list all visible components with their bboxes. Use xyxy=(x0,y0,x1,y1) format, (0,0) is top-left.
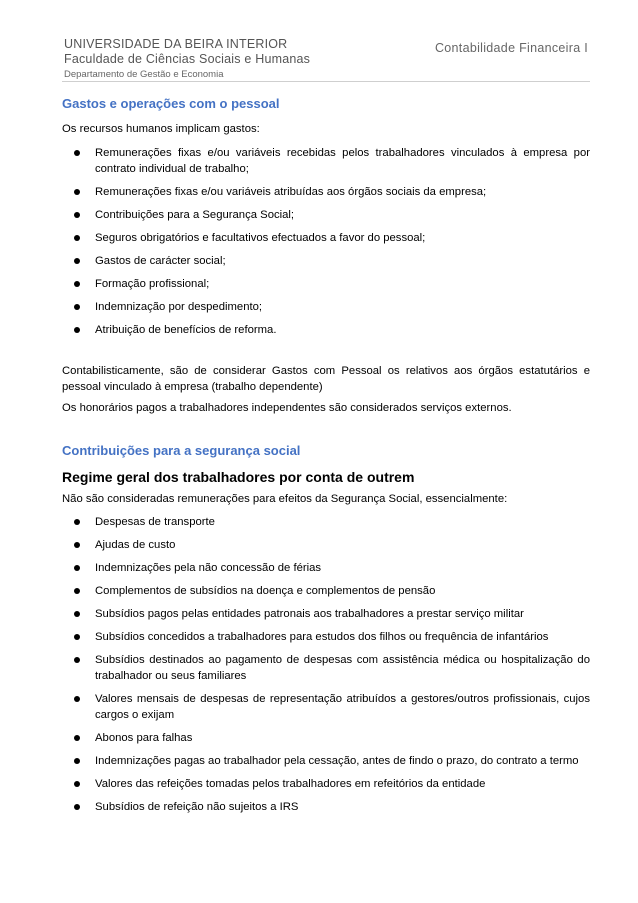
faculty-name: Faculdade de Ciências Sociais e Humanas xyxy=(64,52,311,66)
section-title-seguranca-social: Contribuições para a segurança social xyxy=(62,443,301,458)
bullet-icon xyxy=(74,735,80,741)
section1-paragraph-contabilistico: Contabilisticamente, são de considerar Gastos com Pessoal os relativos aos órgãos estatutários e pessoal vinculado à empresa (trabalho dependente) xyxy=(62,365,590,393)
list-item xyxy=(62,753,590,769)
list-item-text: Subsídios de refeição não sujeitos a IRS xyxy=(95,801,299,813)
list-item xyxy=(62,207,590,223)
list-item xyxy=(62,299,590,315)
list-item xyxy=(62,253,590,269)
list-item-text: Indemnizações pagas ao trabalhador pela cessação, antes de findo o prazo, do contrato a termo xyxy=(95,755,579,767)
list-item-text: Indemnização por despedimento; xyxy=(95,301,263,313)
department-name: Departamento de Gestão e Economia xyxy=(64,69,224,80)
list-item xyxy=(62,776,590,792)
bullet-icon xyxy=(74,519,80,525)
page-header xyxy=(62,36,590,82)
list-item-text: Valores mensais de despesas de representação atribuídos a gestores/outros profissionais, cujos cargos o exijam xyxy=(95,693,590,721)
list-item xyxy=(62,629,590,645)
list-item-text: Remunerações fixas e/ou variáveis atribuídas aos órgãos sociais da empresa; xyxy=(95,186,487,198)
course-name: Contabilidade Financeira I xyxy=(434,41,588,55)
bullet-icon xyxy=(74,565,80,571)
list-item xyxy=(62,514,590,530)
section1-paragraph-honorarios: Os honorários pagos a trabalhadores independentes são considerados serviços externos. xyxy=(62,402,512,414)
bullet-icon xyxy=(74,657,80,663)
list-item-text: Valores das refeições tomadas pelos trabalhadores em refeitórios da entidade xyxy=(95,778,486,790)
bullet-icon xyxy=(74,212,80,218)
list-item-text: Abonos para falhas xyxy=(95,732,193,744)
list-item xyxy=(62,691,590,723)
bullet-icon xyxy=(74,235,80,241)
list-item xyxy=(62,606,590,622)
bullet-icon xyxy=(74,804,80,810)
section-title-gastos-pessoal: Gastos e operações com o pessoal xyxy=(62,96,280,111)
header-divider xyxy=(62,81,590,82)
list-item xyxy=(62,652,590,684)
list-item-text: Atribuição de benefícios de reforma. xyxy=(95,324,277,336)
list-item xyxy=(62,184,590,200)
list-item-text: Contribuições para a Segurança Social; xyxy=(95,209,295,221)
list-item xyxy=(62,276,590,292)
bullet-icon xyxy=(74,781,80,787)
bullet-icon xyxy=(74,189,80,195)
list-item xyxy=(62,730,590,746)
list-item xyxy=(62,537,590,553)
list-item-text: Subsídios pagos pelas entidades patronais aos trabalhadores a prestar serviço militar xyxy=(95,608,524,620)
list-item-text: Indemnizações pela não concessão de férias xyxy=(95,562,322,574)
section2-bullet-list xyxy=(62,514,590,815)
bullet-icon xyxy=(74,611,80,617)
list-item-text: Subsídios destinados ao pagamento de despesas com assistência médica ou hospitalização do trabalhador ou seus familiares xyxy=(95,654,590,682)
list-item-text: Despesas de transporte xyxy=(95,516,215,528)
list-item xyxy=(62,583,590,599)
bullet-icon xyxy=(74,696,80,702)
list-item-text: Complementos de subsídios na doença e complementos de pensão xyxy=(95,585,436,597)
bullet-icon xyxy=(74,258,80,264)
bullet-icon xyxy=(74,634,80,640)
section1-intro: Os recursos humanos implicam gastos: xyxy=(62,123,260,135)
list-item-text: Gastos de carácter social; xyxy=(95,255,226,267)
bullet-icon xyxy=(74,758,80,764)
list-item-text: Formação profissional; xyxy=(95,278,210,290)
list-item xyxy=(62,322,590,338)
list-item xyxy=(62,799,590,815)
bullet-icon xyxy=(74,588,80,594)
subsection-title-regime-geral: Regime geral dos trabalhadores por conta de outrem xyxy=(62,469,415,485)
list-item-text: Ajudas de custo xyxy=(95,539,176,551)
list-item xyxy=(62,230,590,246)
section1-bullet-list xyxy=(62,145,590,338)
section2-intro: Não são consideradas remunerações para efeitos da Segurança Social, essencialmente: xyxy=(62,493,508,505)
bullet-icon xyxy=(74,150,80,156)
bullet-icon xyxy=(74,542,80,548)
list-item-text: Seguros obrigatórios e facultativos efectuados a favor do pessoal; xyxy=(95,232,426,244)
bullet-icon xyxy=(74,281,80,287)
list-item xyxy=(62,560,590,576)
list-item-text: Subsídios concedidos a trabalhadores para estudos dos filhos ou frequência de infantários xyxy=(95,631,549,643)
document-body xyxy=(62,96,590,822)
list-item xyxy=(62,145,590,177)
university-name: UNIVERSIDADE DA BEIRA INTERIOR xyxy=(64,37,288,51)
list-item-text: Remunerações fixas e/ou variáveis recebidas pelos trabalhadores vinculados à empresa por contrato individual de trabalho; xyxy=(95,147,590,175)
bullet-icon xyxy=(74,327,80,333)
bullet-icon xyxy=(74,304,80,310)
